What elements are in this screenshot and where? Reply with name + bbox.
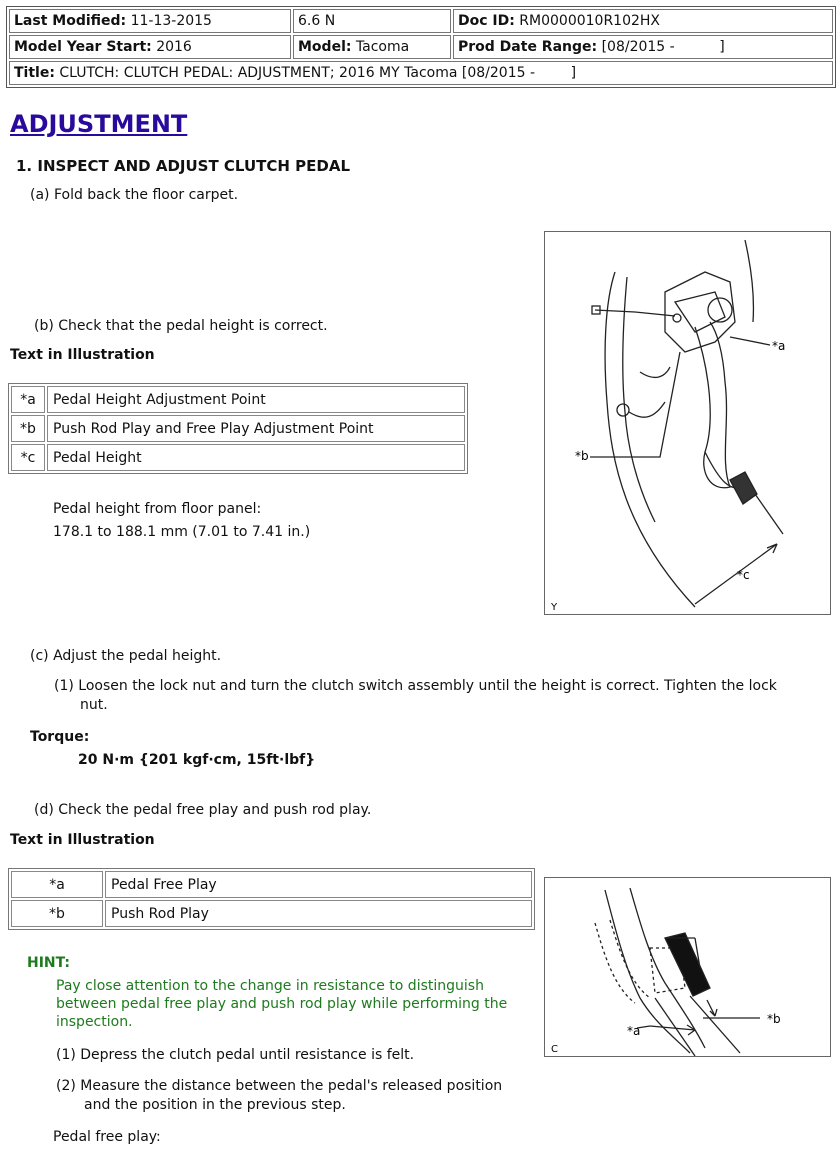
free-play-diagram [545,878,830,1056]
illustration2-legend [8,868,535,930]
figure2-corner-code: C [551,1044,558,1055]
prod-date-value: [08/2015 - ] [601,39,725,55]
doc-id-cell [453,9,833,33]
illustration1-legend [8,383,468,474]
model-year-cell [9,35,291,59]
legend-key: *a [11,871,103,898]
pedal-height-label: Pedal height from floor panel: [53,501,262,517]
table-row [11,871,532,898]
torque-value: 20 N·m {201 kgf·cm, 15ft·lbf} [78,752,316,768]
prod-date-cell [453,35,833,59]
page-heading: ADJUSTMENT [10,110,188,138]
table-row [11,415,465,442]
pedal-height-diagram [545,232,830,614]
model-cell [293,35,451,59]
table-row [11,386,465,413]
doc-id-label: Doc ID: [458,13,515,29]
torque-label: Torque: [30,729,90,745]
document-header [6,6,836,88]
last-modified-cell [9,9,291,33]
model-year-label: Model Year Start: [14,39,152,55]
model-label: Model: [298,39,352,55]
text-in-illustration-heading-2: Text in Illustration [10,832,155,848]
title-cell [9,61,833,85]
step-c1-line2: nut. [80,697,108,713]
hint-text [56,977,536,1031]
title-value: CLUTCH: CLUTCH PEDAL: ADJUSTMENT; 2016 MY Tacoma [08/2015 - ] [59,65,577,81]
step-d1: (1) Depress the clutch pedal until resistance is felt. [56,1047,415,1063]
hint-line-2: between pedal free play and push rod play while performing the [56,996,508,1012]
pedal-height-value: 178.1 to 188.1 mm (7.01 to 7.41 in.) [53,524,311,540]
legend-key: *c [11,444,45,471]
pedal-free-play-label: Pedal free play: [53,1129,161,1145]
step-d2-line1: (2) Measure the distance between the pedal's released position [56,1078,503,1094]
model-value: Tacoma [355,39,410,55]
figure1-label-a: *a [772,339,786,353]
step-d: (d) Check the pedal free play and push rod play. [34,802,372,818]
hint-label: HINT: [27,955,71,971]
model-year-value: 2016 [156,39,192,55]
title-label: Title: [14,65,55,81]
step-c: (c) Adjust the pedal height. [30,648,222,664]
figure1-corner-code: Y [551,602,558,613]
step-b: (b) Check that the pedal height is correct. [34,318,328,334]
legend-key: *a [11,386,45,413]
legend-desc: Pedal Free Play [105,871,532,898]
last-modified-value: 11-13-2015 [130,13,212,29]
table-row [11,900,532,927]
last-modified-label: Last Modified: [14,13,127,29]
figure1-label-c: *c [737,568,750,582]
step-d2-line2: and the position in the previous step. [84,1097,346,1113]
figure1-label-b: *b [575,449,589,463]
legend-desc: Pedal Height Adjustment Point [47,386,465,413]
hint-line-1: Pay close attention to the change in resistance to distinguish [56,978,484,994]
free-play-figure [544,877,831,1057]
section-title: 1. INSPECT AND ADJUST CLUTCH PEDAL [16,157,350,175]
step-a: (a) Fold back the floor carpet. [30,187,239,203]
legend-key: *b [11,900,103,927]
version-cell [293,9,451,33]
figure2-label-a: *a [627,1024,641,1038]
legend-desc: Push Rod Play and Free Play Adjustment Point [47,415,465,442]
doc-id-value: RM0000010R102HX [519,13,661,29]
table-row [11,444,465,471]
text-in-illustration-heading: Text in Illustration [10,347,155,363]
figure2-label-b: *b [767,1012,781,1026]
step-c1 [54,678,814,713]
prod-date-label: Prod Date Range: [458,39,598,55]
step-c1-line1: (1) Loosen the lock nut and turn the clutch switch assembly until the height is correct. Tighten the lock [54,678,777,694]
pedal-height-figure [544,231,831,615]
legend-desc: Pedal Height [47,444,465,471]
hint-line-3: inspection. [56,1014,133,1030]
version-value: 6.6 N [298,13,336,29]
step-d2 [56,1078,536,1113]
legend-desc: Push Rod Play [105,900,532,927]
legend-key: *b [11,415,45,442]
